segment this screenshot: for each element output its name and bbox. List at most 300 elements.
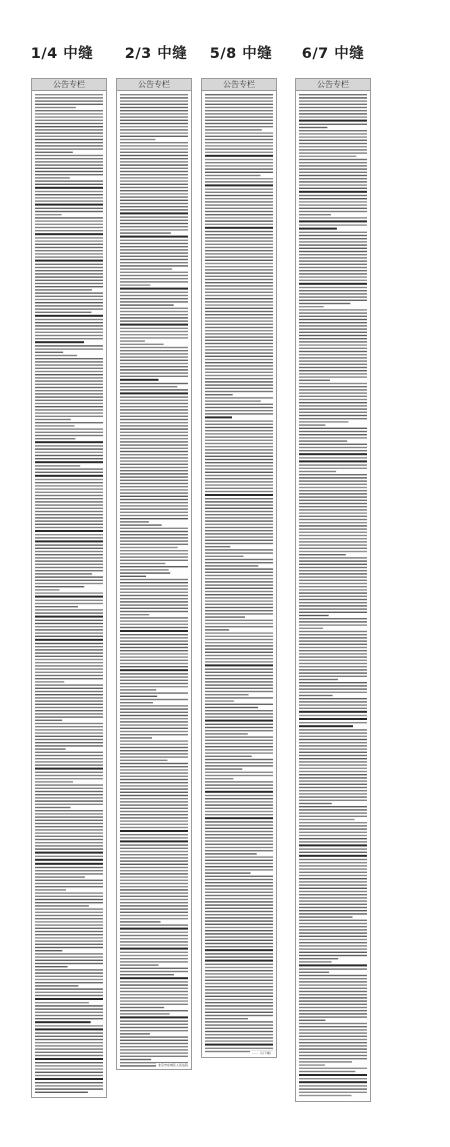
text-line — [205, 1015, 273, 1016]
text-line — [299, 1061, 352, 1062]
text-line — [299, 241, 367, 242]
text-line — [299, 136, 367, 137]
text-line — [35, 208, 103, 209]
text-line — [299, 570, 367, 571]
text-line — [205, 834, 273, 835]
text-line — [299, 554, 346, 555]
text-line — [120, 740, 188, 741]
text-line — [299, 428, 367, 429]
text-heading-line — [299, 220, 367, 222]
text-line — [205, 863, 273, 864]
text-line — [35, 220, 103, 221]
text-line — [120, 696, 157, 697]
text-line — [120, 808, 188, 809]
text-line — [299, 656, 367, 657]
text-line — [205, 924, 273, 925]
text-line — [299, 812, 367, 813]
text-line — [299, 945, 367, 946]
text-line — [120, 611, 188, 612]
text-line — [35, 214, 62, 215]
text-line — [299, 260, 367, 261]
text-line — [35, 586, 84, 587]
text-line — [35, 905, 89, 906]
text-line — [299, 704, 367, 705]
text-line — [205, 459, 273, 460]
text-line — [35, 620, 103, 621]
text-line — [35, 953, 103, 954]
text-line — [35, 551, 103, 552]
text-line — [35, 419, 71, 420]
text-line — [120, 932, 188, 933]
text-line — [120, 403, 188, 404]
text-line — [35, 396, 103, 397]
text-line — [299, 116, 367, 117]
column-text-block — [202, 91, 276, 1057]
text-line — [35, 161, 103, 162]
text-heading-line — [35, 596, 103, 598]
text-line — [120, 470, 188, 471]
text-line — [120, 737, 152, 738]
text-line — [205, 247, 273, 248]
text-line — [35, 1018, 103, 1019]
text-line — [205, 559, 273, 560]
text-line — [299, 685, 367, 686]
text-line — [299, 592, 367, 593]
text-line — [205, 336, 273, 337]
text-line — [299, 936, 367, 937]
text-line — [299, 573, 367, 574]
text-line — [120, 110, 188, 111]
text-line — [120, 220, 188, 221]
text-line — [205, 914, 273, 915]
text-line — [205, 784, 273, 785]
announcement-column-1 — [31, 78, 107, 1098]
text-line — [120, 521, 149, 522]
text-line — [299, 647, 367, 648]
text-line — [35, 1065, 103, 1066]
text-line — [35, 886, 103, 887]
text-line — [299, 972, 329, 973]
text-line — [299, 211, 367, 212]
text-line — [299, 897, 367, 898]
text-line — [299, 474, 367, 475]
text-line — [299, 663, 367, 664]
text-line — [205, 661, 273, 662]
text-line — [205, 308, 273, 309]
text-line — [299, 364, 367, 365]
text-line — [120, 363, 188, 364]
text-line — [205, 346, 273, 347]
text-line — [205, 967, 273, 968]
text-line — [299, 739, 367, 740]
text-line — [120, 792, 188, 793]
text-line — [120, 353, 188, 354]
text-line — [299, 110, 367, 111]
text-line — [35, 609, 103, 610]
text-line — [120, 275, 188, 276]
text-line — [205, 501, 273, 502]
text-line — [120, 1036, 188, 1037]
text-line — [35, 283, 103, 284]
text-line — [299, 848, 367, 849]
text-line — [205, 298, 273, 299]
text-line — [35, 794, 103, 795]
text-line — [299, 907, 367, 908]
text-line — [299, 267, 367, 268]
text-line — [299, 988, 367, 989]
text-line — [35, 976, 103, 977]
text-line — [35, 694, 103, 695]
text-line — [205, 404, 273, 405]
text-line — [205, 999, 273, 1000]
text-heading-line — [35, 616, 103, 618]
text-line — [35, 684, 103, 685]
text-line — [205, 578, 273, 579]
text-line — [120, 579, 188, 580]
text-heading-line — [35, 852, 103, 854]
text-line — [35, 302, 103, 303]
text-line — [205, 181, 273, 182]
text-line — [35, 406, 103, 407]
text-line — [120, 961, 188, 962]
text-line — [35, 97, 103, 98]
text-line — [120, 1000, 188, 1001]
text-line — [299, 1071, 355, 1072]
text-line — [205, 468, 273, 469]
text-line — [120, 588, 188, 589]
text-line — [35, 810, 103, 811]
text-line — [120, 518, 188, 519]
text-line — [35, 158, 103, 159]
text-line — [205, 821, 273, 822]
text-line — [299, 104, 367, 105]
text-line — [120, 265, 188, 266]
text-line — [120, 240, 188, 241]
text-line — [120, 981, 188, 982]
text-line — [35, 937, 103, 938]
text-heading-line — [35, 315, 103, 317]
text-line — [299, 958, 338, 959]
text-line — [120, 576, 146, 577]
text-line — [205, 100, 273, 101]
text-line — [299, 296, 367, 297]
text-line — [299, 589, 367, 590]
text-line — [299, 698, 367, 699]
text-line — [35, 452, 103, 453]
text-line — [299, 217, 367, 218]
text-line — [120, 419, 188, 420]
text-line — [35, 573, 92, 574]
text-line — [35, 498, 103, 499]
text-line — [299, 418, 367, 419]
text-heading-line — [205, 949, 273, 951]
text-line — [205, 311, 273, 312]
heading-column-3: 5/8 中缝 — [209, 46, 273, 62]
text-line — [299, 541, 367, 542]
text-line — [35, 1045, 103, 1046]
text-line — [35, 1015, 103, 1016]
text-line — [35, 995, 103, 996]
text-line — [35, 950, 62, 951]
text-line — [120, 892, 188, 893]
text-line — [120, 958, 188, 959]
text-line — [35, 267, 103, 268]
text-line — [120, 873, 188, 874]
text-heading-line — [299, 228, 337, 230]
text-line — [299, 525, 367, 526]
text-line — [120, 356, 188, 357]
text-line — [205, 901, 273, 902]
text-line — [35, 247, 103, 248]
text-line — [35, 1048, 103, 1049]
text-line — [205, 244, 273, 245]
text-line — [120, 123, 188, 124]
text-line — [299, 631, 367, 632]
text-line — [205, 811, 273, 812]
text-line — [205, 814, 273, 815]
text-line — [205, 452, 273, 453]
text-line — [120, 492, 188, 493]
text-line — [120, 876, 188, 877]
text-line — [299, 576, 367, 577]
text-line — [299, 752, 367, 753]
text-line — [205, 456, 273, 457]
text-line — [299, 748, 367, 749]
text-line — [205, 263, 273, 264]
text-line — [120, 944, 188, 945]
text-line — [299, 208, 367, 209]
text-line — [120, 171, 188, 172]
text-line — [120, 851, 188, 852]
text-line — [299, 198, 367, 199]
text-line — [120, 984, 188, 985]
text-line — [35, 139, 103, 140]
text-line — [299, 493, 367, 494]
text-heading-line — [120, 1016, 188, 1018]
text-line — [35, 448, 103, 449]
text-line — [120, 550, 188, 551]
text-line — [120, 249, 188, 250]
text-line — [120, 650, 188, 651]
text-line — [205, 481, 273, 482]
text-line — [299, 557, 367, 558]
text-line — [205, 730, 273, 731]
text-line — [35, 1085, 103, 1086]
text-line — [35, 873, 103, 874]
text-line — [35, 416, 103, 417]
text-line — [120, 747, 188, 748]
text-line — [35, 345, 103, 346]
text-line — [120, 376, 188, 377]
text-line — [299, 149, 367, 150]
text-line — [35, 1092, 88, 1093]
text-line — [35, 570, 103, 571]
text-line — [205, 804, 273, 805]
text-line — [35, 520, 103, 521]
text-line — [120, 867, 188, 868]
text-line — [205, 175, 261, 176]
text-line — [299, 679, 338, 680]
text-line — [120, 350, 188, 351]
text-line — [120, 673, 188, 674]
text-line — [120, 473, 188, 474]
text-line — [35, 813, 103, 814]
text-line — [120, 531, 188, 532]
text-line — [35, 292, 103, 293]
text-line — [120, 811, 188, 812]
text-line — [205, 527, 273, 528]
text-line — [205, 520, 273, 521]
text-line — [299, 676, 367, 677]
text-line — [299, 952, 367, 953]
text-line — [35, 286, 103, 287]
text-line — [205, 356, 273, 357]
text-line — [299, 828, 367, 829]
text-line — [35, 807, 71, 808]
text-line — [120, 209, 188, 210]
text-line — [299, 787, 367, 788]
text-line — [205, 104, 273, 105]
text-line — [205, 727, 273, 728]
text-line — [35, 132, 103, 133]
text-line — [120, 311, 188, 312]
text-line — [205, 517, 273, 518]
text-line — [299, 1000, 367, 1001]
text-line — [120, 94, 188, 95]
text-heading-line — [205, 960, 273, 962]
text-line — [120, 834, 188, 835]
text-line — [205, 449, 273, 450]
text-line — [120, 938, 188, 939]
text-line — [35, 826, 103, 827]
text-line — [35, 224, 103, 225]
text-line — [35, 400, 103, 401]
text-line — [205, 752, 273, 753]
text-line — [299, 1045, 367, 1046]
text-line — [205, 733, 248, 734]
text-line — [120, 508, 188, 509]
text-line — [120, 268, 172, 269]
text-line — [35, 237, 103, 238]
text-line — [205, 710, 273, 711]
announcement-column-2 — [116, 78, 192, 1070]
text-line — [120, 595, 188, 596]
text-line — [205, 749, 273, 750]
text-line — [299, 380, 330, 381]
text-line — [205, 359, 273, 360]
text-line — [205, 433, 273, 434]
text-line — [299, 146, 367, 147]
text-line — [205, 552, 273, 553]
text-line — [35, 778, 103, 779]
text-line — [299, 669, 367, 670]
text-line — [120, 168, 188, 169]
text-line — [205, 511, 273, 512]
text-line — [35, 576, 103, 577]
text-line — [35, 472, 103, 473]
text-line — [299, 156, 356, 157]
text-line — [35, 299, 103, 300]
text-line — [35, 296, 103, 297]
text-line — [299, 732, 367, 733]
text-line — [205, 343, 273, 344]
text-line — [120, 705, 188, 706]
text-line — [120, 585, 188, 586]
text-line — [120, 278, 188, 279]
text-line — [205, 882, 273, 883]
text-line — [35, 876, 85, 877]
text-line — [120, 782, 188, 783]
text-line — [205, 240, 273, 241]
text-line — [120, 592, 188, 593]
text-line — [120, 193, 188, 194]
text-line — [35, 1002, 89, 1003]
text-line — [35, 723, 103, 724]
text-line — [299, 608, 367, 609]
text-line — [205, 375, 273, 376]
text-line — [299, 143, 367, 144]
text-line — [299, 528, 367, 529]
text-line — [35, 902, 103, 903]
text-line — [205, 681, 273, 682]
text-line — [35, 889, 66, 890]
text-line — [35, 720, 62, 721]
text-line — [299, 178, 367, 179]
text-line — [205, 876, 273, 877]
text-line — [120, 848, 188, 849]
text-line — [299, 306, 324, 307]
text-line — [299, 516, 367, 517]
text-line — [205, 581, 273, 582]
text-line — [299, 484, 367, 485]
text-line — [120, 686, 188, 687]
text-line — [205, 107, 273, 108]
text-line — [35, 912, 103, 913]
text-heading-line — [35, 233, 103, 235]
text-line — [299, 224, 367, 225]
text-line — [299, 923, 367, 924]
text-line — [299, 424, 325, 425]
text-line — [299, 835, 367, 836]
text-line — [120, 537, 188, 538]
text-line — [299, 832, 367, 833]
text-line — [120, 744, 188, 745]
text-line — [299, 468, 367, 469]
text-line — [299, 768, 367, 769]
text-line — [205, 368, 273, 369]
text-line — [120, 880, 188, 881]
text-line — [35, 554, 103, 555]
text-line — [35, 194, 103, 195]
text-heading-line — [35, 863, 103, 865]
text-line — [35, 632, 103, 633]
text-line — [299, 991, 367, 992]
text-line — [205, 943, 273, 944]
text-line — [299, 774, 367, 775]
text-line — [35, 145, 103, 146]
text-line — [35, 823, 103, 824]
text-line — [299, 722, 367, 723]
text-line — [35, 646, 103, 647]
text-line — [120, 386, 177, 387]
text-line — [35, 468, 103, 469]
text-heading-line — [205, 416, 232, 418]
text-line — [35, 892, 103, 893]
text-line — [35, 704, 103, 705]
text-line — [205, 781, 273, 782]
text-line — [35, 174, 103, 175]
text-line — [205, 397, 273, 398]
